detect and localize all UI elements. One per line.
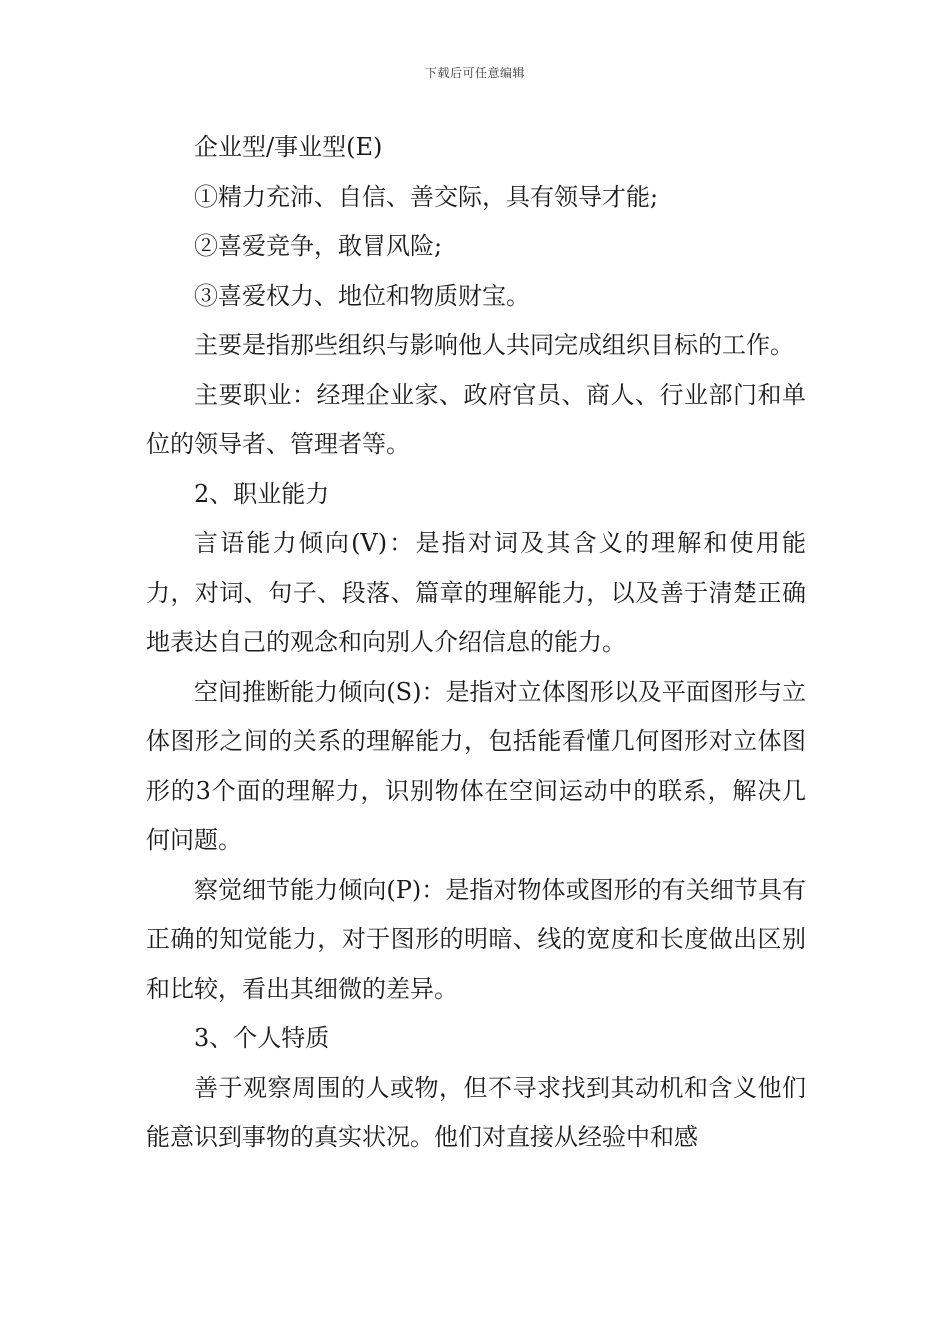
paragraph-trait-3: ③喜爱权力、地位和物质财宝。: [194, 281, 530, 310]
paragraph-heading-vocational-ability: 2、职业能力: [194, 479, 330, 508]
paragraph-main-description: 主要是指那些组织与影响他人共同完成组织目标的工作。: [194, 331, 794, 359]
paragraph-personal-traits-text: 善于观察周围的人或物，但不寻求找到其动机和含义他们能意识到事物的真实状况。他们对直接从经验中和感: [146, 1073, 806, 1151]
page-header: 下载后可任意编辑: [424, 66, 525, 80]
paragraph-verbal-ability: 言语能力倾向(V)：是指对词及其含义的理解和使用能力，对词、句子、段落、篇章的理解能力，以及善于清楚正确地表达自己的观念和向别人介绍信息的能力。: [146, 529, 806, 656]
paragraph-trait-2: ②喜爱竞争，敢冒风险;: [194, 232, 443, 260]
paragraph-heading-personal-traits: 3、个人特质: [194, 1024, 330, 1052]
document-body: [146, 123, 806, 1163]
paragraph-trait-1: ①精力充沛、自信、善交际，具有领导才能;: [194, 182, 659, 211]
paragraph-perception-ability: 察觉细节能力倾向(P)：是指对物体或图形的有关细节具有正确的知觉能力，对于图形的明暗、线的宽度和长度做出区别和比较，看出其细微的差异。: [146, 875, 806, 1003]
paragraph-section-title-enterprise: 企业型/事业型(E): [194, 133, 383, 161]
paragraph-main-occupations: 主要职业：经理企业家、政府官员、商人、行业部门和单位的领导者、管理者等。: [146, 380, 806, 458]
paragraph-spatial-ability: 空间推断能力倾向(S)：是指对立体图形以及平面图形与立体图形之间的关系的理解能力，包括能看懂几何图形对立体图形的3个面的理解力，识别物体在空间运动中的联系，解决几何问题。: [146, 677, 806, 854]
